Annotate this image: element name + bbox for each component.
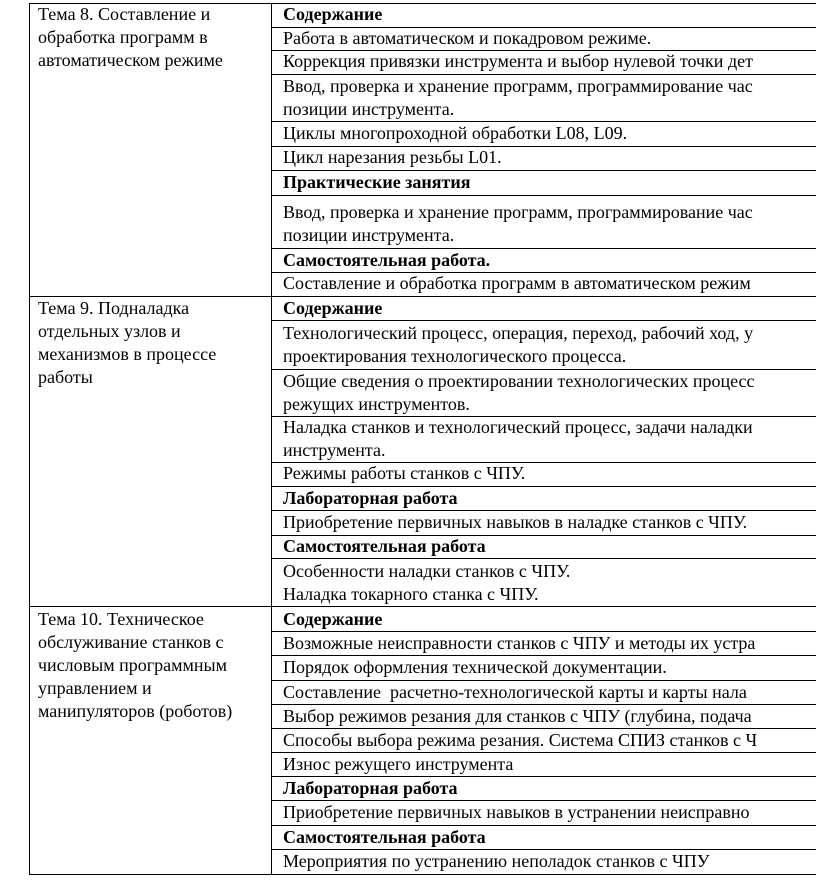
table-row: Ввод, проверка и хранение программ, программирование час позиции инструмента. [283,76,753,119]
table-row: Приобретение первичных навыков в наладке станков с ЧПУ. [283,512,748,532]
practical-heading: Практические занятия [283,172,471,192]
table-row: Износ режущего инструмента [283,754,514,774]
table-row: Общие сведения о проектировании технологических процесс режущих инструментов. [283,371,755,414]
row-divider [272,558,816,559]
table-row: Наладка станков и технологический процесс, задачи наладки инструмента. [283,417,753,460]
content-heading: Содержание [283,298,383,318]
table-row: Составление расчетно-технологической карты и карты нала [283,682,747,702]
independent-work-heading: Самостоятельная работа [283,536,486,556]
table-row: Режимы работы станков с ЧПУ. [283,463,526,483]
table-row: Способы выбора режима резания. Система СПИЗ станков с Ч [283,730,758,750]
table-row: Приобретение первичных навыков в устранении неисправно [283,802,750,822]
lab-work-heading: Лабораторная работа [283,778,458,798]
lab-work-heading: Лабораторная работа [283,488,458,508]
topic-9-title: Тема 9. Подналадка отдельных узлов и механизмов в процессе работы [38,298,217,387]
topic-8-title: Тема 8. Составление и обработка программ в автоматическом режиме [38,4,223,70]
table-row: Выбор режимов резания для станков с ЧПУ (глубина, подача [283,706,752,726]
row-divider [272,320,816,321]
table-row: Порядок оформления технической документации. [283,657,667,677]
section-divider [29,606,816,607]
table-row: Работа в автоматическом и покадровом режиме. [283,28,652,48]
table-row: Циклы многопроходной обработки L08, L09. [283,123,628,143]
table-row: Коррекция привязки инструмента и выбор нулевой точки дет [283,51,753,71]
table-bottom-border [29,874,816,875]
row-divider [272,195,816,196]
table-row: Составление и обработка программ в автоматическом режим [283,273,751,293]
table-row: Ввод, проверка и хранение программ, программирование час позиции инструмента. [283,202,753,245]
independent-work-heading: Самостоятельная работа. [283,250,491,270]
topic-10-title: Тема 10. Техническое обслуживание станков с числовым программным управлением и манипуляторов (роботов) [38,609,233,721]
column-divider [271,3,272,875]
table-row: Мероприятия по устранению неполадок станков с ЧПУ [283,851,710,871]
table-row: Технологический процесс, операция, переход, рабочий ход, у проектирования технологического процесса. [283,323,754,366]
table-row: Возможные неисправности станков с ЧПУ и методы их устра [283,633,756,653]
table-row: Цикл нарезания резьбы L01. [283,147,502,167]
content-heading: Содержание [283,4,383,24]
table-row: Особенности наладки станков с ЧПУ. Наладка токарного станка с ЧПУ. [283,561,571,604]
table-left-border [29,3,30,875]
independent-work-heading: Самостоятельная работа [283,827,486,847]
content-heading: Содержание [283,609,383,629]
